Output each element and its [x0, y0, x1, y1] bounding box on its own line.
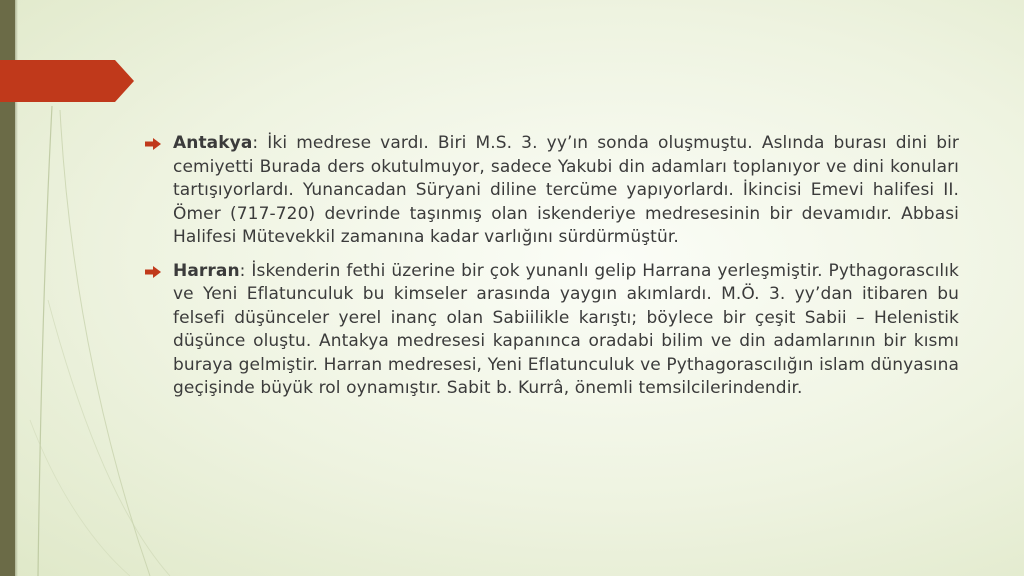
- slide-content: [145, 132, 959, 411]
- bullet-separator: :: [239, 260, 246, 281]
- bullet-harran: [145, 260, 959, 401]
- bullet-body: İki medrese vardı. Biri M.S. 3. yy’ın sonda oluşmuştu. Aslında burası dini bir cemiyetti Burada ders okutulmuyor, sadece Yakubi din adamları toplanıyor ve dini konuları tartışıyorlardı. Yunancadan Süryani diline tercüme yapıyorlardı. İkincisi Emevi halifesi II. Ömer (717-720) devrinde taşınmış olan iskenderiye medresesinin bir devamıdır. Abbasi Halifesi Mütevekkil zamanına kadar varlığını sürdürmüştür.: [173, 133, 959, 247]
- red-title-tab: [0, 60, 134, 102]
- bullet-antakya: [145, 132, 959, 250]
- bullet-term: Harran: [173, 260, 240, 281]
- bullet-term: Antakya: [173, 133, 253, 153]
- arrow-bullet-icon: [145, 138, 161, 150]
- bullet-separator: :: [252, 133, 259, 153]
- arrow-bullet-icon: [145, 266, 161, 278]
- bullet-body: İskenderin fethi üzerine bir çok yunanlı gelip Harrana yerleşmiştir. Pythagorascılık ve Yeni Eflatunculuk bu kimseler arasında yaygın akımlardı. M.Ö. 3. yy’dan itibaren bu felsefi düşünceler yerel inanç olan Sabiilikle karıştı; böylece bir çeşit Sabii – Helenistik düşünce oluştu. Antakya medresesi kapanınca oradabi bilim ve din adamlarının bir kısmı buraya gelmiştir. Harran medresesi, Yeni Eflatunculuk ve Pythagorascılığın islam dünyasına geçişinde büyük rol oynamıştır. Sabit b. Kurrâ, önemli temsilcilerindendir.: [173, 260, 959, 398]
